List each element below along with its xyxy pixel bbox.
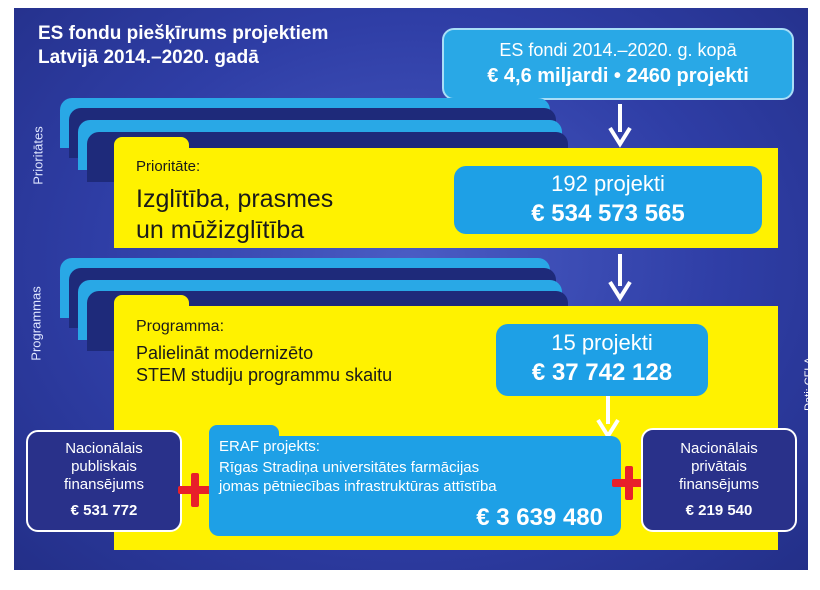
- public-funding-line-3: finansējums: [63, 476, 145, 493]
- project-name: [219, 458, 497, 496]
- down-arrow-icon: [607, 104, 633, 146]
- programme-name-line-1: Palielināt modernizēto: [136, 343, 314, 363]
- programme-name: [136, 342, 392, 386]
- programme-projects: 15 projekti: [551, 330, 653, 355]
- priority-name-line-1: Izglītība, prasmes: [136, 185, 334, 213]
- eu-funds-total-box: [442, 28, 794, 100]
- title-line-2: Latvijā 2014.–2020. gadā: [38, 47, 259, 68]
- infographic: [14, 8, 815, 570]
- private-funding-amount: € 219 540: [685, 502, 753, 519]
- national-private-funding-box: [641, 428, 797, 532]
- project-amount: € 3 639 480: [476, 504, 603, 531]
- infographic-title: [38, 22, 438, 70]
- private-funding-line-3: finansējums: [678, 476, 760, 493]
- plus-icon: [178, 473, 212, 507]
- down-arrow-icon: [595, 396, 621, 438]
- programme-name-line-2: STEM studiju programmu skaitu: [136, 365, 393, 385]
- eraf-project-box: [209, 436, 621, 536]
- priority-label: Prioritāte:: [136, 158, 201, 175]
- private-funding-line-1: Nacionālais: [680, 440, 758, 457]
- total-value: € 4,6 miljardi • 2460 projekti: [487, 65, 749, 87]
- programmes-side-label: Programmas: [28, 286, 44, 361]
- project-label: ERAF projekts:: [219, 438, 320, 455]
- priority-projects: 192 projekti: [551, 171, 665, 196]
- title-line-1: ES fondu piešķīrums projektiem: [38, 23, 329, 44]
- public-funding-line-1: Nacionālais: [65, 440, 143, 457]
- total-label: ES fondi 2014.–2020. g. kopā: [499, 40, 737, 60]
- programme-amount: € 37 742 128: [531, 359, 673, 386]
- public-funding-amount: € 531 772: [70, 502, 138, 519]
- priority-name: [136, 184, 333, 246]
- project-name-line-1: Rīgas Stradiņa universitātes farmācijas: [219, 459, 480, 476]
- priorities-side-label: Prioritātes: [30, 126, 46, 185]
- down-arrow-icon: [607, 254, 633, 300]
- private-funding-line-2: privātais: [691, 458, 747, 475]
- programme-totals-box: [496, 324, 708, 396]
- priority-totals-box: [454, 166, 762, 234]
- public-funding-label: [28, 440, 180, 494]
- priority-amount: € 534 573 565: [531, 200, 685, 227]
- project-name-line-2: jomas pētniecības infrastruktūras attīstība: [219, 478, 497, 495]
- private-funding-label: [643, 440, 795, 494]
- national-public-funding-box: [26, 430, 182, 532]
- programme-label: Programma:: [136, 318, 225, 335]
- priority-name-line-2: un mūžizglītība: [136, 216, 305, 244]
- source-label: Dati: CFLA: [803, 357, 815, 411]
- priority-card: [114, 148, 778, 248]
- public-funding-line-2: publiskais: [71, 458, 137, 475]
